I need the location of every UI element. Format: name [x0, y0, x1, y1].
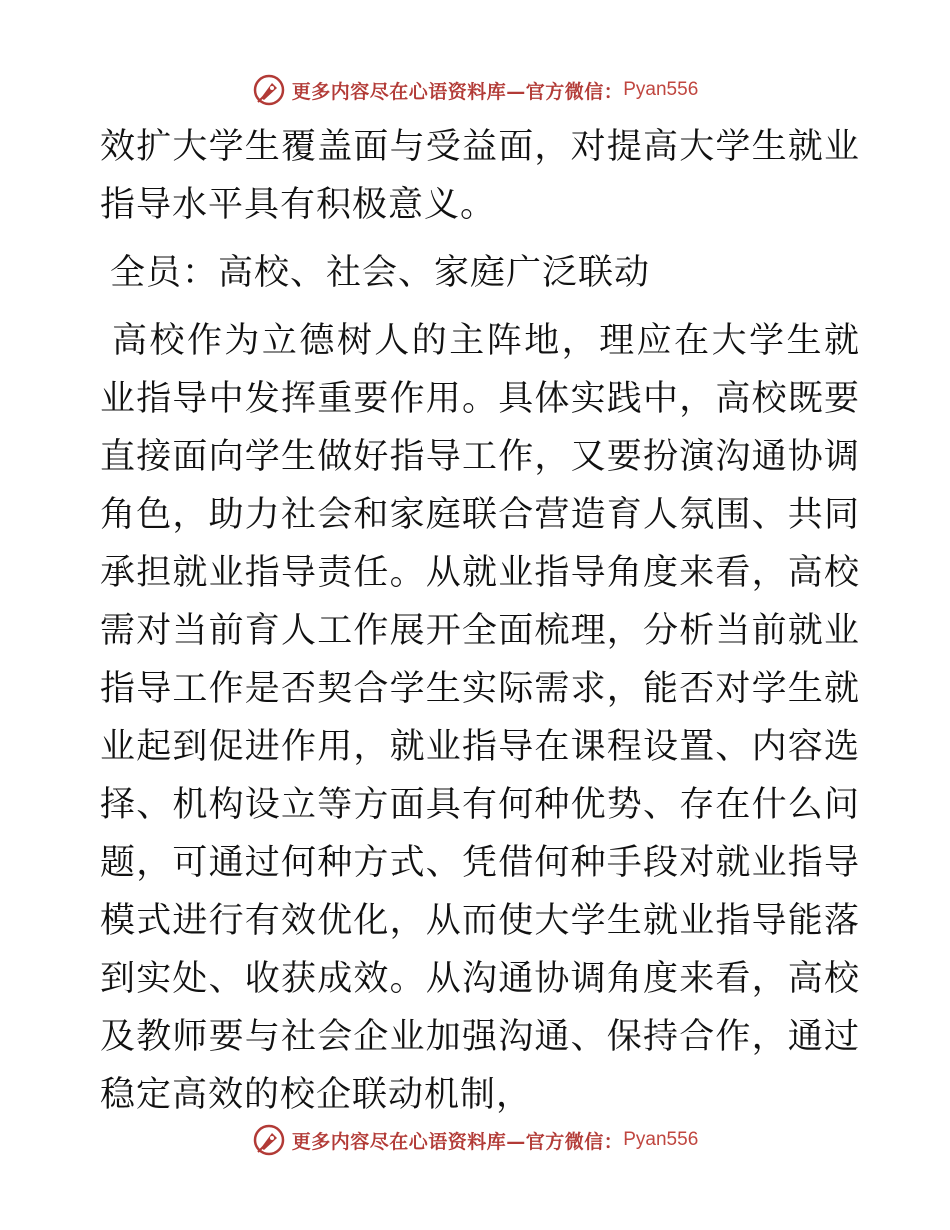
banner-wechat-id: Pyan556 — [623, 1129, 699, 1150]
document-body — [100, 118, 860, 1124]
banner-text: 更多内容尽在心语资料库—官方微信： — [291, 1130, 624, 1153]
banner-wechat-id: Pyan556 — [623, 79, 699, 100]
body-paragraph-text: 高校作为立德树人的主阵地，理应在大学生就业指导中发挥重要作用。具体实践中，高校既要直接面向学生做好指导工作，又要扮演沟通协调角色，助力社会和家庭联合营造育人氛围、共同承担就业指导责任。从就业指导角度来看，高校需对当前育人工作展开全面梳理，分析当前就业指导工作是否契合学生实际需求，能否对学生就业起到促进作用，就业指导在课程设置、内容选择、机构设立等方面具有何种优势、存在什么问题，可通过何种方式、凭借何种手段对就业指导模式进行有效优化，从而使大学生就业指导能落到实处、收获成效。从沟通协调角度来看，高校及教师要与社会企业加强沟通、保持合作，通过稳定高效的校企联动机制， — [100, 321, 860, 1115]
footer-banner — [0, 1120, 950, 1160]
continuation-paragraph: 效扩大学生覆盖面与受益面，对提高大学生就业指导水平具有积极意义。 — [100, 127, 860, 225]
body-paragraph — [100, 312, 860, 1124]
pen-nib-logo-icon — [252, 1123, 286, 1157]
header-banner — [0, 70, 950, 110]
pen-nib-logo-icon — [252, 73, 286, 107]
banner-text: 更多内容尽在心语资料库—官方微信： — [291, 80, 624, 103]
section-heading: 全员：高校、社会、家庭广泛联动 — [110, 253, 651, 293]
